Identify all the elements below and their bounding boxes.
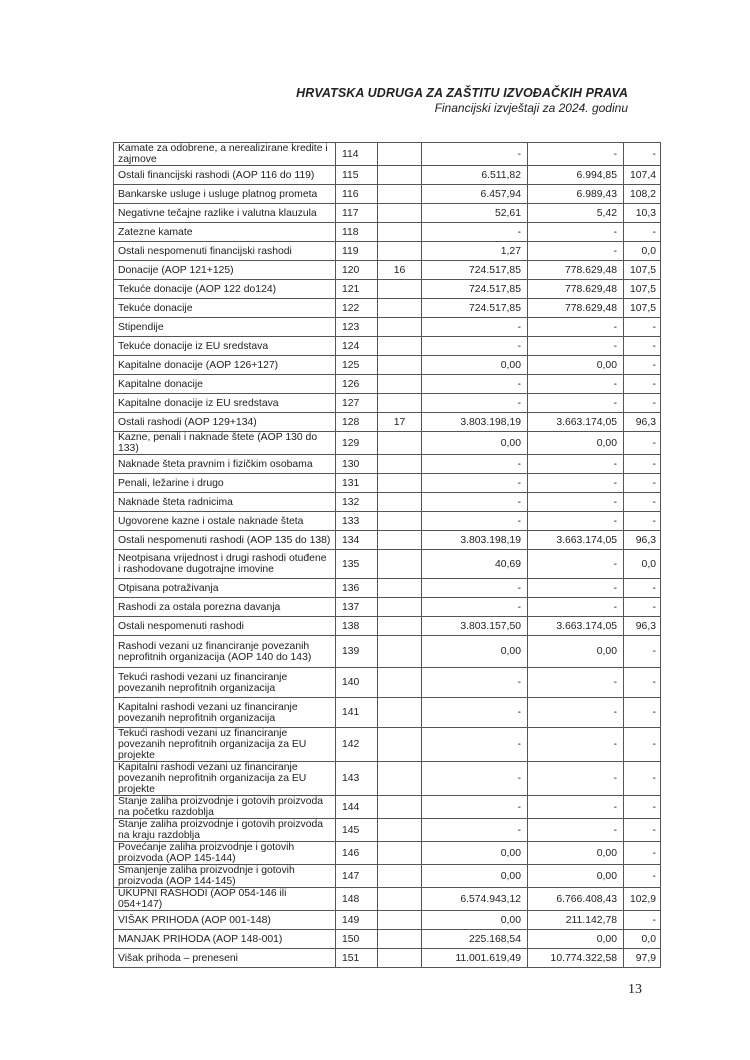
aop-number: 123: [336, 318, 378, 337]
index-value: -: [624, 356, 661, 375]
previous-year-value: 52,61: [422, 204, 528, 223]
aop-number: 122: [336, 299, 378, 318]
previous-year-value: 6.457,94: [422, 185, 528, 204]
aop-number: 143: [336, 762, 378, 796]
row-name: Tekući rashodi vezani uz financiranje povezanih neprofitnih organizacija za EU projekte: [114, 728, 336, 762]
aop-number: 130: [336, 455, 378, 474]
current-year-value: 3.663.174,05: [528, 531, 624, 550]
previous-year-value: 3.803.198,19: [422, 531, 528, 550]
row-name: Stanje zaliha proizvodnje i gotovih proizvoda na početku razdoblja: [114, 796, 336, 819]
table-row: [114, 888, 661, 911]
row-name: Stanje zaliha proizvodnje i gotovih proizvoda na kraju razdoblja: [114, 819, 336, 842]
table-row: [114, 337, 661, 356]
current-year-value: -: [528, 762, 624, 796]
table-row: [114, 762, 661, 796]
index-value: 107,5: [624, 280, 661, 299]
note-ref: [378, 728, 422, 762]
index-value: 96,3: [624, 413, 661, 432]
aop-number: 146: [336, 842, 378, 865]
table-row: [114, 930, 661, 949]
aop-number: 149: [336, 911, 378, 930]
note-ref: [378, 842, 422, 865]
aop-number: 127: [336, 394, 378, 413]
current-year-value: -: [528, 318, 624, 337]
aop-number: 125: [336, 356, 378, 375]
index-value: -: [624, 432, 661, 455]
note-ref: [378, 550, 422, 579]
note-ref: [378, 796, 422, 819]
note-ref: [378, 698, 422, 728]
note-ref: [378, 617, 422, 636]
current-year-value: 10.774.322,58: [528, 949, 624, 968]
table-row: [114, 455, 661, 474]
index-value: 96,3: [624, 531, 661, 550]
row-name: Ostali nespomenuti rashodi: [114, 617, 336, 636]
previous-year-value: -: [422, 223, 528, 242]
note-ref: [378, 865, 422, 888]
index-value: -: [624, 819, 661, 842]
previous-year-value: 724.517,85: [422, 261, 528, 280]
row-name: Otpisana potraživanja: [114, 579, 336, 598]
previous-year-value: -: [422, 819, 528, 842]
current-year-value: 5,42: [528, 204, 624, 223]
row-name: Rashodi za ostala porezna davanja: [114, 598, 336, 617]
note-ref: [378, 455, 422, 474]
page-number: 13: [628, 982, 642, 997]
aop-number: 114: [336, 143, 378, 166]
previous-year-value: 6.574.943,12: [422, 888, 528, 911]
note-ref: 16: [378, 261, 422, 280]
row-name: Naknade šteta pravnim i fizičkim osobama: [114, 455, 336, 474]
table-row: [114, 474, 661, 493]
index-value: 0,0: [624, 930, 661, 949]
table-row: [114, 796, 661, 819]
note-ref: [378, 242, 422, 261]
current-year-value: 778.629,48: [528, 280, 624, 299]
aop-number: 136: [336, 579, 378, 598]
aop-number: 141: [336, 698, 378, 728]
table-row: [114, 223, 661, 242]
row-name: Neotpisana vrijednost i drugi rashodi otuđene i rashodovane dugotrajne imovine: [114, 550, 336, 579]
index-value: 0,0: [624, 242, 661, 261]
row-name: Naknade šteta radnicima: [114, 493, 336, 512]
aop-number: 115: [336, 166, 378, 185]
aop-number: 132: [336, 493, 378, 512]
table-row: [114, 842, 661, 865]
previous-year-value: 0,00: [422, 432, 528, 455]
aop-number: 145: [336, 819, 378, 842]
note-ref: [378, 223, 422, 242]
current-year-value: -: [528, 598, 624, 617]
index-value: -: [624, 455, 661, 474]
note-ref: [378, 299, 422, 318]
row-name: Ostali rashodi (AOP 129+134): [114, 413, 336, 432]
index-value: -: [624, 223, 661, 242]
table-row: [114, 819, 661, 842]
current-year-value: -: [528, 474, 624, 493]
note-ref: [378, 474, 422, 493]
aop-number: 147: [336, 865, 378, 888]
table-row: [114, 356, 661, 375]
previous-year-value: 225.168,54: [422, 930, 528, 949]
previous-year-value: -: [422, 394, 528, 413]
previous-year-value: -: [422, 318, 528, 337]
current-year-value: -: [528, 375, 624, 394]
index-value: -: [624, 636, 661, 668]
row-name: Kapitalne donacije: [114, 375, 336, 394]
table-row: [114, 728, 661, 762]
table-row: [114, 668, 661, 698]
row-name: Zatezne kamate: [114, 223, 336, 242]
index-value: 10,3: [624, 204, 661, 223]
table-row: [114, 280, 661, 299]
table-row: [114, 531, 661, 550]
index-value: -: [624, 698, 661, 728]
current-year-value: 6.766.408,43: [528, 888, 624, 911]
current-year-value: -: [528, 512, 624, 531]
previous-year-value: 724.517,85: [422, 280, 528, 299]
index-value: 107,4: [624, 166, 661, 185]
table-row: [114, 261, 661, 280]
note-ref: [378, 636, 422, 668]
current-year-value: 3.663.174,05: [528, 413, 624, 432]
current-year-value: 211.142,78: [528, 911, 624, 930]
current-year-value: -: [528, 579, 624, 598]
current-year-value: 778.629,48: [528, 299, 624, 318]
current-year-value: -: [528, 796, 624, 819]
table-row: [114, 166, 661, 185]
row-name: Višak prihoda – preneseni: [114, 949, 336, 968]
note-ref: [378, 949, 422, 968]
table-row: [114, 299, 661, 318]
previous-year-value: 3.803.198,19: [422, 413, 528, 432]
index-value: -: [624, 668, 661, 698]
table-row: [114, 185, 661, 204]
index-value: -: [624, 728, 661, 762]
current-year-value: 3.663.174,05: [528, 617, 624, 636]
row-name: Negativne tečajne razlike i valutna klauzula: [114, 204, 336, 223]
current-year-value: 0,00: [528, 432, 624, 455]
previous-year-value: -: [422, 728, 528, 762]
table-row: [114, 242, 661, 261]
row-name: Kapitalni rashodi vezani uz financiranje povezanih neprofitnih organizacija: [114, 698, 336, 728]
row-name: Donacije (AOP 121+125): [114, 261, 336, 280]
index-value: -: [624, 337, 661, 356]
note-ref: [378, 432, 422, 455]
row-name: Tekuće donacije (AOP 122 do124): [114, 280, 336, 299]
previous-year-value: 3.803.157,50: [422, 617, 528, 636]
note-ref: [378, 375, 422, 394]
previous-year-value: 0,00: [422, 356, 528, 375]
index-value: -: [624, 493, 661, 512]
financial-table: [113, 142, 661, 968]
note-ref: [378, 318, 422, 337]
row-name: Ostali financijski rashodi (AOP 116 do 119): [114, 166, 336, 185]
previous-year-value: -: [422, 512, 528, 531]
current-year-value: -: [528, 223, 624, 242]
index-value: -: [624, 796, 661, 819]
index-value: -: [624, 375, 661, 394]
current-year-value: 6.989,43: [528, 185, 624, 204]
aop-number: 120: [336, 261, 378, 280]
table-row: [114, 698, 661, 728]
current-year-value: 6.994,85: [528, 166, 624, 185]
note-ref: [378, 185, 422, 204]
previous-year-value: -: [422, 337, 528, 356]
index-value: -: [624, 865, 661, 888]
aop-number: 133: [336, 512, 378, 531]
table-row: [114, 318, 661, 337]
previous-year-value: -: [422, 143, 528, 166]
previous-year-value: 1,27: [422, 242, 528, 261]
note-ref: [378, 819, 422, 842]
row-name: Tekući rashodi vezani uz financiranje povezanih neprofitnih organizacija: [114, 668, 336, 698]
note-ref: [378, 493, 422, 512]
previous-year-value: 11.001.619,49: [422, 949, 528, 968]
row-name: Rashodi vezani uz financiranje povezanih neprofitnih organizacija (AOP 140 do 143): [114, 636, 336, 668]
current-year-value: 778.629,48: [528, 261, 624, 280]
note-ref: [378, 911, 422, 930]
row-name: Ugovorene kazne i ostale naknade šteta: [114, 512, 336, 531]
aop-number: 138: [336, 617, 378, 636]
report-subtitle: Financijski izvještaji za 2024. godinu: [434, 101, 628, 115]
previous-year-value: 724.517,85: [422, 299, 528, 318]
current-year-value: -: [528, 143, 624, 166]
index-value: 96,3: [624, 617, 661, 636]
current-year-value: -: [528, 698, 624, 728]
current-year-value: -: [528, 728, 624, 762]
aop-number: 126: [336, 375, 378, 394]
index-value: 108,2: [624, 185, 661, 204]
current-year-value: -: [528, 394, 624, 413]
current-year-value: -: [528, 242, 624, 261]
note-ref: [378, 356, 422, 375]
index-value: 97,9: [624, 949, 661, 968]
index-value: -: [624, 474, 661, 493]
index-value: 102,9: [624, 888, 661, 911]
aop-number: 119: [336, 242, 378, 261]
row-name: VIŠAK PRIHODA (AOP 001-148): [114, 911, 336, 930]
table-row: [114, 865, 661, 888]
aop-number: 131: [336, 474, 378, 493]
financial-table-body: [114, 143, 661, 968]
table-row: [114, 413, 661, 432]
aop-number: 142: [336, 728, 378, 762]
aop-number: 150: [336, 930, 378, 949]
index-value: -: [624, 143, 661, 166]
note-ref: [378, 668, 422, 698]
index-value: -: [624, 394, 661, 413]
previous-year-value: 6.511,82: [422, 166, 528, 185]
aop-number: 148: [336, 888, 378, 911]
row-name: Bankarske usluge i usluge platnog prometa: [114, 185, 336, 204]
note-ref: [378, 337, 422, 356]
row-name: Povećanje zaliha proizvodnje i gotovih proizvoda (AOP 145-144): [114, 842, 336, 865]
index-value: -: [624, 598, 661, 617]
previous-year-value: -: [422, 762, 528, 796]
index-value: 107,5: [624, 299, 661, 318]
current-year-value: 0,00: [528, 356, 624, 375]
previous-year-value: -: [422, 668, 528, 698]
current-year-value: -: [528, 819, 624, 842]
row-name: Ostali nespomenuti financijski rashodi: [114, 242, 336, 261]
note-ref: [378, 762, 422, 796]
table-row: [114, 911, 661, 930]
previous-year-value: -: [422, 375, 528, 394]
aop-number: 134: [336, 531, 378, 550]
row-name: Tekuće donacije: [114, 299, 336, 318]
previous-year-value: -: [422, 698, 528, 728]
current-year-value: -: [528, 493, 624, 512]
note-ref: 17: [378, 413, 422, 432]
table-row: [114, 598, 661, 617]
table-row: [114, 617, 661, 636]
table-row: [114, 432, 661, 455]
table-row: [114, 579, 661, 598]
aop-number: 124: [336, 337, 378, 356]
current-year-value: -: [528, 337, 624, 356]
organization-name: HRVATSKA UDRUGA ZA ZAŠTITU IZVOĐAČKIH PRAVA: [296, 86, 628, 100]
table-row: [114, 204, 661, 223]
table-row: [114, 394, 661, 413]
table-row: [114, 550, 661, 579]
index-value: 0,0: [624, 550, 661, 579]
aop-number: 116: [336, 185, 378, 204]
aop-number: 128: [336, 413, 378, 432]
previous-year-value: -: [422, 474, 528, 493]
table-row: [114, 375, 661, 394]
index-value: -: [624, 762, 661, 796]
row-name: Ostali nespomenuti rashodi (AOP 135 do 138): [114, 531, 336, 550]
note-ref: [378, 512, 422, 531]
previous-year-value: 0,00: [422, 865, 528, 888]
table-row: [114, 512, 661, 531]
row-name: Penali, ležarine i drugo: [114, 474, 336, 493]
note-ref: [378, 204, 422, 223]
index-value: -: [624, 579, 661, 598]
aop-number: 144: [336, 796, 378, 819]
row-name: Stipendije: [114, 318, 336, 337]
previous-year-value: 0,00: [422, 842, 528, 865]
aop-number: 118: [336, 223, 378, 242]
current-year-value: -: [528, 668, 624, 698]
previous-year-value: 40,69: [422, 550, 528, 579]
index-value: 107,5: [624, 261, 661, 280]
note-ref: [378, 598, 422, 617]
aop-number: 117: [336, 204, 378, 223]
table-row: [114, 493, 661, 512]
current-year-value: 0,00: [528, 842, 624, 865]
aop-number: 151: [336, 949, 378, 968]
table-row: [114, 143, 661, 166]
previous-year-value: -: [422, 796, 528, 819]
previous-year-value: -: [422, 493, 528, 512]
index-value: -: [624, 842, 661, 865]
row-name: Kapitalne donacije iz EU sredstava: [114, 394, 336, 413]
index-value: -: [624, 911, 661, 930]
aop-number: 139: [336, 636, 378, 668]
aop-number: 137: [336, 598, 378, 617]
row-name: Tekuće donacije iz EU sredstava: [114, 337, 336, 356]
note-ref: [378, 579, 422, 598]
note-ref: [378, 394, 422, 413]
current-year-value: 0,00: [528, 636, 624, 668]
aop-number: 140: [336, 668, 378, 698]
note-ref: [378, 143, 422, 166]
row-name: Kazne, penali i naknade štete (AOP 130 do 133): [114, 432, 336, 455]
index-value: -: [624, 512, 661, 531]
previous-year-value: 0,00: [422, 911, 528, 930]
aop-number: 121: [336, 280, 378, 299]
aop-number: 129: [336, 432, 378, 455]
previous-year-value: -: [422, 598, 528, 617]
aop-number: 135: [336, 550, 378, 579]
note-ref: [378, 531, 422, 550]
document-header: [296, 86, 628, 115]
row-name: Kamate za odobrene, a nerealizirane kredite i zajmove: [114, 143, 336, 166]
note-ref: [378, 166, 422, 185]
note-ref: [378, 888, 422, 911]
row-name: UKUPNI RASHODI (AOP 054-146 ili 054+147): [114, 888, 336, 911]
table-row: [114, 949, 661, 968]
current-year-value: 0,00: [528, 930, 624, 949]
current-year-value: -: [528, 550, 624, 579]
current-year-value: -: [528, 455, 624, 474]
table-row: [114, 636, 661, 668]
index-value: -: [624, 318, 661, 337]
previous-year-value: -: [422, 579, 528, 598]
note-ref: [378, 930, 422, 949]
row-name: Kapitalni rashodi vezani uz financiranje povezanih neprofitnih organizacija za EU projekte: [114, 762, 336, 796]
row-name: Smanjenje zaliha proizvodnje i gotovih proizvoda (AOP 144-145): [114, 865, 336, 888]
current-year-value: 0,00: [528, 865, 624, 888]
previous-year-value: -: [422, 455, 528, 474]
previous-year-value: 0,00: [422, 636, 528, 668]
note-ref: [378, 280, 422, 299]
row-name: Kapitalne donacije (AOP 126+127): [114, 356, 336, 375]
row-name: MANJAK PRIHODA (AOP 148-001): [114, 930, 336, 949]
